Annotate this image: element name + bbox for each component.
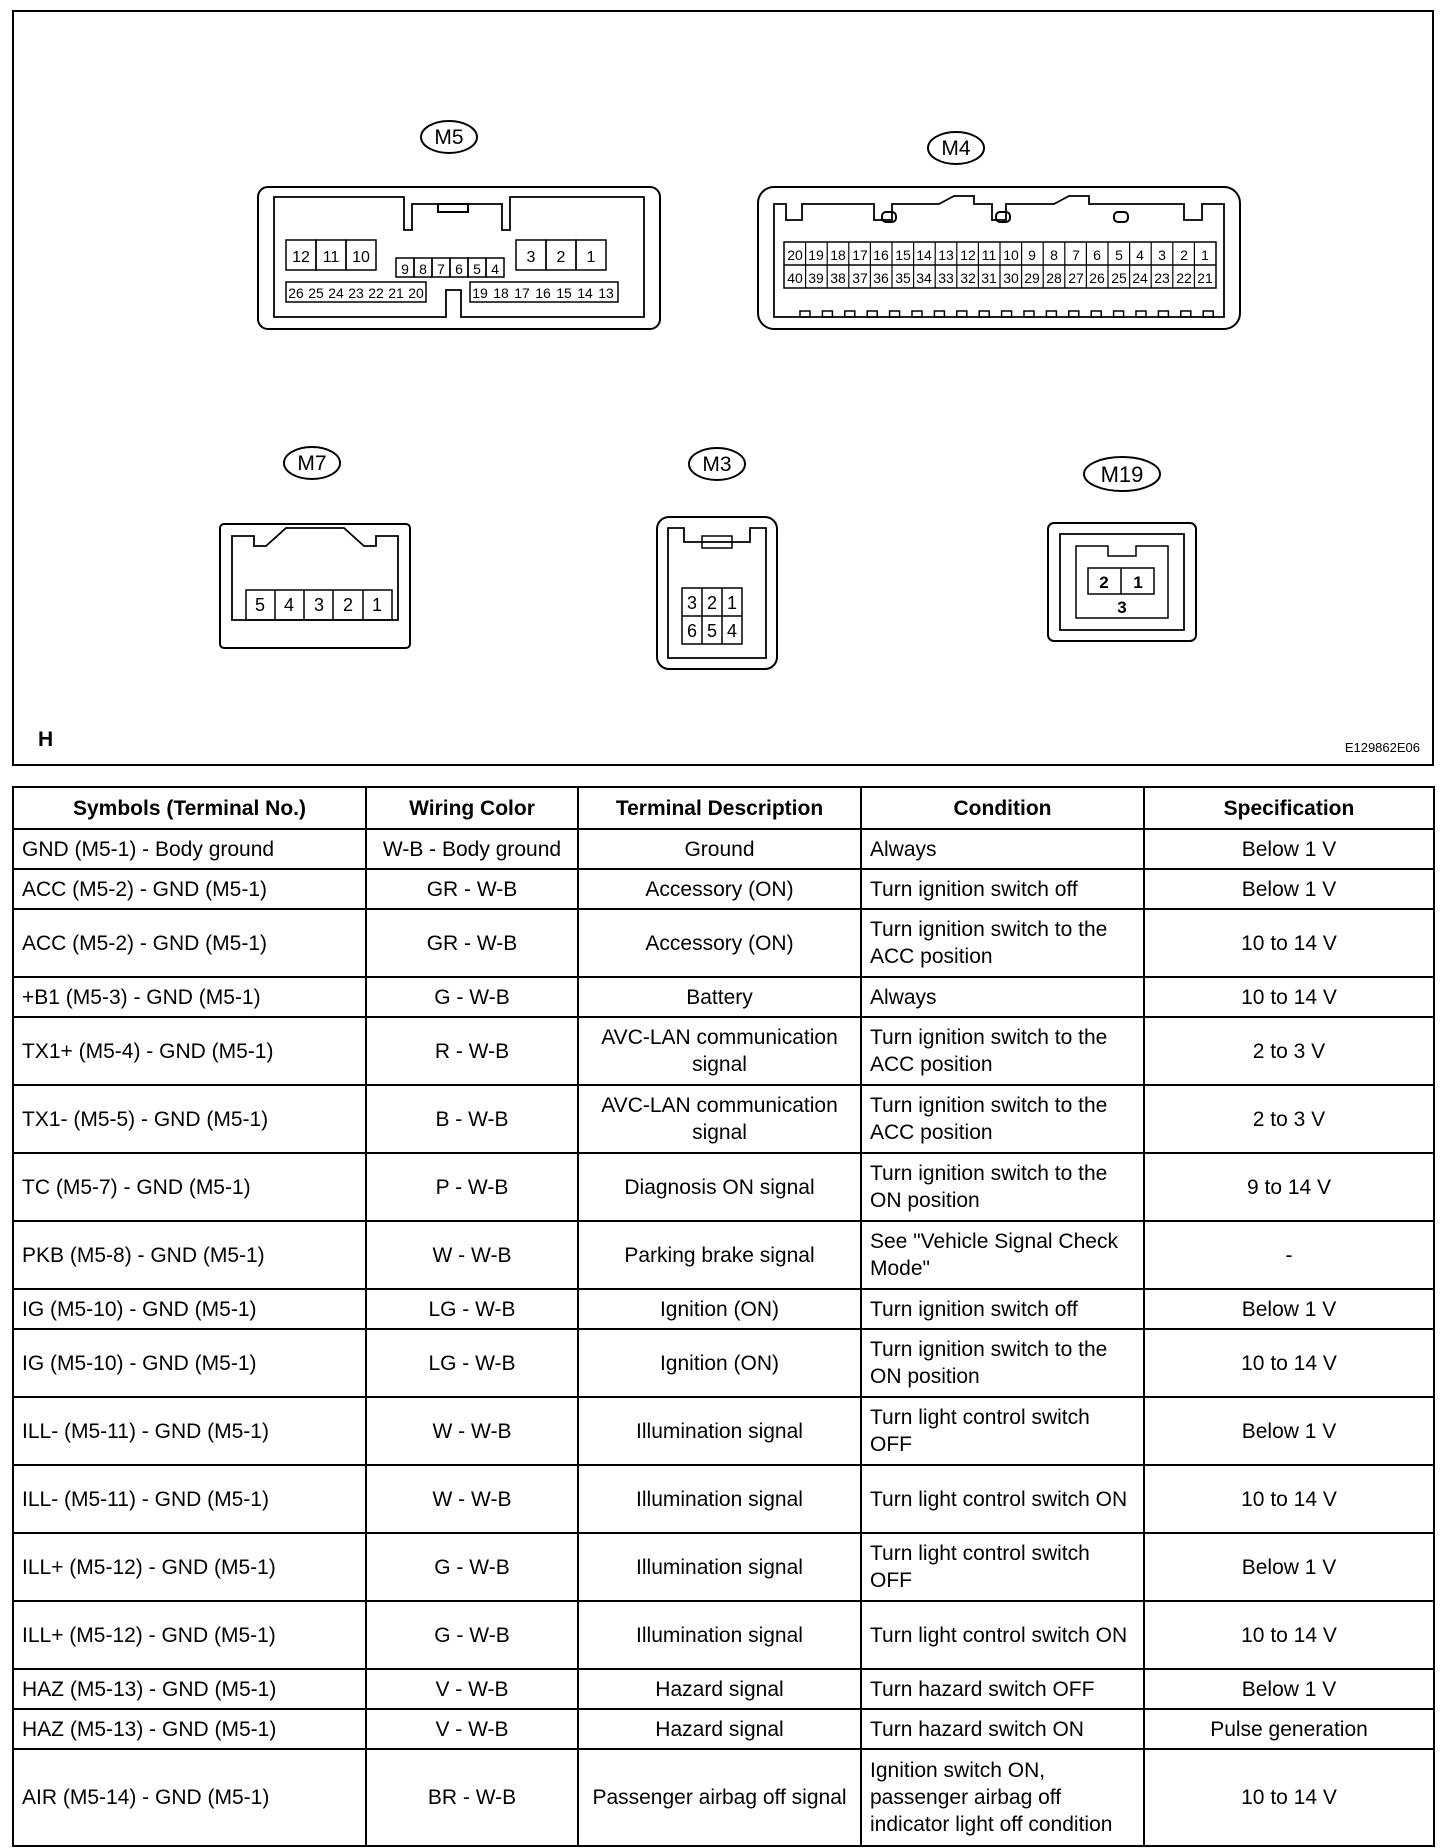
m3-pin-1: 1 [726,593,738,613]
m4-pin-19: 19 [808,247,824,263]
m5-pin-7: 7 [437,261,445,277]
cell-wiring-color: G - W-B [366,977,578,1017]
cell-wiring-color: LG - W-B [366,1289,578,1329]
m5-pin-20: 20 [408,285,424,301]
cell-specification: Below 1 V [1144,1289,1434,1329]
connector-m4 [758,132,1240,329]
cell-specification: 10 to 14 V [1144,977,1434,1017]
m4-pin-2: 2 [1180,247,1188,263]
figure-letter: H [38,728,54,751]
cell-specification: Below 1 V [1144,1533,1434,1601]
cell-condition: Turn light control switch OFF [861,1533,1144,1601]
m4-pin-36: 36 [873,270,889,286]
cell-specification: 10 to 14 V [1144,1465,1434,1533]
cell-wiring-color: G - W-B [366,1601,578,1669]
cell-symbol: HAZ (M5-13) - GND (M5-1) [13,1669,366,1709]
m5-pin-2: 2 [556,249,566,266]
m4-pin-14: 14 [916,247,932,263]
cell-specification: 10 to 14 V [1144,1749,1434,1846]
cell-condition: Turn ignition switch to the ON position [861,1329,1144,1397]
connector-label-m7: M7 [297,452,327,475]
cell-condition: Turn ignition switch to the ACC position [861,909,1144,977]
cell-symbol: PKB (M5-8) - GND (M5-1) [13,1221,366,1289]
cell-condition: Turn light control switch OFF [861,1397,1144,1465]
m7-pin-4: 4 [283,595,295,615]
cell-condition: Always [861,977,1144,1017]
cell-wiring-color: BR - W-B [366,1749,578,1846]
table-row [13,1533,1434,1601]
m19-pin-3: 3 [1117,598,1127,617]
m5-pin-9: 9 [401,261,409,277]
cell-wiring-color: W-B - Body ground [366,829,578,869]
m4-pin-31: 31 [981,270,997,286]
m5-pin-19: 19 [472,285,488,301]
m3-pin-5: 5 [706,621,718,641]
cell-symbol: ACC (M5-2) - GND (M5-1) [13,869,366,909]
cell-specification: Below 1 V [1144,829,1434,869]
m4-pin-40: 40 [787,270,803,286]
m5-pin-24: 24 [328,285,344,301]
m4-pin-20: 20 [787,247,803,263]
m4-pin-24: 24 [1132,270,1148,286]
cell-description: Diagnosis ON signal [578,1153,861,1221]
cell-description: Accessory (ON) [578,909,861,977]
cell-symbol: IG (M5-10) - GND (M5-1) [13,1289,366,1329]
m5-pin-16: 16 [535,285,551,301]
cell-condition: Turn ignition switch off [861,869,1144,909]
header-wiring-color: Wiring Color [366,787,578,829]
m7-pin-3: 3 [313,595,325,615]
table-row [13,829,1434,869]
cell-specification: Below 1 V [1144,1669,1434,1709]
cell-symbol: +B1 (M5-3) - GND (M5-1) [13,977,366,1017]
m5-pin-4: 4 [491,261,499,277]
cell-description: Parking brake signal [578,1221,861,1289]
m5-pin-14: 14 [577,285,593,301]
m4-pin-25: 25 [1111,270,1127,286]
m4-pin-15: 15 [895,247,911,263]
connector-diagram [12,10,1434,766]
m4-pin-23: 23 [1154,270,1170,286]
cell-description: AVC-LAN communication signal [578,1017,861,1085]
cell-description: Accessory (ON) [578,869,861,909]
m4-pin-30: 30 [1003,270,1019,286]
cell-wiring-color: W - W-B [366,1397,578,1465]
cell-description: Ground [578,829,861,869]
m5-pin-11: 11 [322,249,340,266]
cell-condition: See "Vehicle Signal Check Mode" [861,1221,1144,1289]
m4-pin-8: 8 [1050,247,1058,263]
m4-pin-26: 26 [1089,270,1105,286]
connector-label-m4: M4 [941,137,971,160]
cell-symbol: ILL+ (M5-12) - GND (M5-1) [13,1533,366,1601]
cell-wiring-color: G - W-B [366,1533,578,1601]
m7-pin-5: 5 [254,595,266,615]
cell-symbol: TX1+ (M5-4) - GND (M5-1) [13,1017,366,1085]
table-row [13,1465,1434,1533]
m5-pin-22: 22 [368,285,384,301]
cell-description: Illumination signal [578,1533,861,1601]
cell-specification: 2 to 3 V [1144,1085,1434,1153]
cell-specification: - [1144,1221,1434,1289]
m5-pin-23: 23 [348,285,364,301]
cell-description: Passenger airbag off signal [578,1749,861,1846]
m5-pin-3: 3 [526,249,536,266]
m5-pin-15: 15 [556,285,572,301]
cell-specification: 10 to 14 V [1144,1329,1434,1397]
m5-pin-6: 6 [455,261,463,277]
table-row [13,1017,1434,1085]
m4-pin-29: 29 [1024,270,1040,286]
m4-pin-9: 9 [1028,247,1036,263]
cell-specification: 10 to 14 V [1144,909,1434,977]
table-row [13,1085,1434,1153]
m4-pin-5: 5 [1115,247,1123,263]
connector-label-m5: M5 [434,126,464,149]
figure-code: E129862E06 [1344,740,1420,755]
m3-pin-6: 6 [686,621,698,641]
header-symbols: Symbols (Terminal No.) [13,787,366,829]
m4-pin-18: 18 [830,247,846,263]
m4-pin-4: 4 [1136,247,1144,263]
cell-condition: Always [861,829,1144,869]
table-row [13,1709,1434,1749]
m4-pin-1: 1 [1201,247,1209,263]
cell-condition: Turn ignition switch to the ON position [861,1153,1144,1221]
m5-pin-18: 18 [493,285,509,301]
cell-symbol: GND (M5-1) - Body ground [13,829,366,869]
cell-description: Illumination signal [578,1601,861,1669]
m19-pin-1: 1 [1133,573,1143,592]
table-row [13,1749,1434,1846]
m4-pin-33: 33 [938,270,954,286]
cell-condition: Turn light control switch ON [861,1465,1144,1533]
cell-wiring-color: W - W-B [366,1465,578,1533]
cell-condition: Turn hazard switch ON [861,1709,1144,1749]
m4-pin-10: 10 [1003,247,1019,263]
table-row [13,1153,1434,1221]
cell-specification: 9 to 14 V [1144,1153,1434,1221]
terminal-spec-table [12,786,1435,1847]
connector-label-m3: M3 [702,453,732,476]
cell-description: Hazard signal [578,1669,861,1709]
m4-pin-21: 21 [1197,270,1213,286]
cell-specification: Pulse generation [1144,1709,1434,1749]
m5-pin-26: 26 [288,285,304,301]
m4-pin-17: 17 [852,247,868,263]
m5-pin-1: 1 [586,249,596,266]
m5-pin-25: 25 [308,285,324,301]
cell-symbol: AIR (M5-14) - GND (M5-1) [13,1749,366,1846]
cell-description: AVC-LAN communication signal [578,1085,861,1153]
m4-pin-32: 32 [960,270,976,286]
table-row [13,1289,1434,1329]
m4-pin-37: 37 [852,270,868,286]
m4-pin-7: 7 [1072,247,1080,263]
m4-pin-13: 13 [938,247,954,263]
m7-pin-2: 2 [342,595,354,615]
table-row [13,1669,1434,1709]
cell-symbol: ILL+ (M5-12) - GND (M5-1) [13,1601,366,1669]
header-condition: Condition [861,787,1144,829]
cell-description: Hazard signal [578,1709,861,1749]
cell-symbol: TC (M5-7) - GND (M5-1) [13,1153,366,1221]
m3-pin-2: 2 [706,593,718,613]
cell-condition: Turn ignition switch to the ACC position [861,1017,1144,1085]
m4-pin-3: 3 [1158,247,1166,263]
m4-pin-16: 16 [873,247,889,263]
m3-pin-4: 4 [726,621,738,641]
cell-wiring-color: B - W-B [366,1085,578,1153]
cell-condition: Turn hazard switch OFF [861,1669,1144,1709]
cell-condition: Turn ignition switch off [861,1289,1144,1329]
cell-specification: Below 1 V [1144,1397,1434,1465]
header-specification: Specification [1144,787,1434,829]
m4-pin-11: 11 [981,247,997,263]
cell-description: Battery [578,977,861,1017]
m5-pin-17: 17 [514,285,530,301]
m4-pin-34: 34 [916,270,932,286]
m4-pin-6: 6 [1093,247,1101,263]
cell-condition: Ignition switch ON, passenger airbag off indicator light off condition [861,1749,1144,1846]
table-header-row [13,787,1434,829]
m4-pin-12: 12 [960,247,976,263]
table-row [13,1397,1434,1465]
connector-m19 [1048,457,1196,641]
cell-wiring-color: W - W-B [366,1221,578,1289]
m5-pin-8: 8 [419,261,427,277]
cell-wiring-color: GR - W-B [366,869,578,909]
m4-pin-38: 38 [830,270,846,286]
m4-pin-35: 35 [895,270,911,286]
table-row [13,869,1434,909]
cell-wiring-color: LG - W-B [366,1329,578,1397]
cell-condition: Turn ignition switch to the ACC position [861,1085,1144,1153]
cell-wiring-color: P - W-B [366,1153,578,1221]
cell-wiring-color: R - W-B [366,1017,578,1085]
cell-description: Illumination signal [578,1465,861,1533]
m3-pin-3: 3 [686,593,698,613]
m4-pin-28: 28 [1046,270,1062,286]
m5-pin-12: 12 [292,249,310,266]
m5-pin-10: 10 [352,249,370,266]
cell-symbol: TX1- (M5-5) - GND (M5-1) [13,1085,366,1153]
m5-pin-5: 5 [473,261,481,277]
table-row [13,1221,1434,1289]
table-row [13,1601,1434,1669]
cell-wiring-color: V - W-B [366,1669,578,1709]
table-row [13,1329,1434,1397]
header-terminal-description: Terminal Description [578,787,861,829]
cell-description: Ignition (ON) [578,1289,861,1329]
cell-specification: Below 1 V [1144,869,1434,909]
cell-description: Ignition (ON) [578,1329,861,1397]
cell-symbol: IG (M5-10) - GND (M5-1) [13,1329,366,1397]
m7-pin-1: 1 [371,595,383,615]
connector-m5 [258,121,660,329]
connector-label-m19: M19 [1100,462,1144,487]
cell-condition: Turn light control switch ON [861,1601,1144,1669]
connector-m3 [657,448,777,669]
cell-symbol: ACC (M5-2) - GND (M5-1) [13,909,366,977]
m5-pin-13: 13 [598,285,614,301]
m4-pin-22: 22 [1176,270,1192,286]
cell-symbol: ILL- (M5-11) - GND (M5-1) [13,1397,366,1465]
connector-m7 [220,447,410,648]
m4-pin-39: 39 [808,270,824,286]
cell-specification: 2 to 3 V [1144,1017,1434,1085]
m4-pin-27: 27 [1068,270,1084,286]
cell-wiring-color: V - W-B [366,1709,578,1749]
table-row [13,909,1434,977]
table-row [13,977,1434,1017]
cell-symbol: ILL- (M5-11) - GND (M5-1) [13,1465,366,1533]
cell-description: Illumination signal [578,1397,861,1465]
cell-specification: 10 to 14 V [1144,1601,1434,1669]
m5-pin-21: 21 [388,285,404,301]
cell-symbol: HAZ (M5-13) - GND (M5-1) [13,1709,366,1749]
cell-wiring-color: GR - W-B [366,909,578,977]
m19-pin-2: 2 [1099,573,1109,592]
